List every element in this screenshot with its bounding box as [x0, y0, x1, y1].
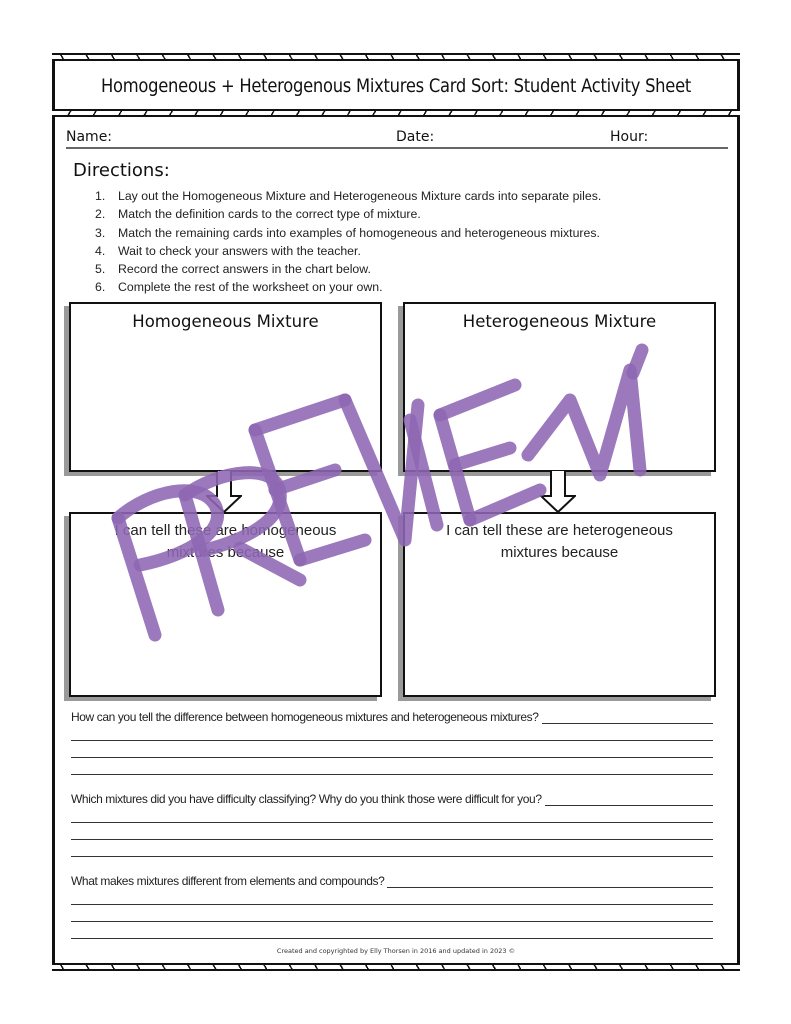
- answer-line[interactable]: [545, 793, 713, 806]
- hour-label: Hour:: [610, 129, 649, 145]
- copyright-footer: Created and copyrighted by Elly Thorsen in 2016 and updated in 2023 ©: [276, 947, 516, 955]
- heterogeneous-reason-prompt: I can tell these are heterogeneous mixtures because: [446, 522, 673, 561]
- direction-item: 5. Record the correct answers in the chart below.: [95, 262, 371, 277]
- heterogeneous-examples-box[interactable]: [403, 302, 716, 472]
- homogeneous-reason-prompt: I can tell these are homogeneous mixtures because: [114, 522, 337, 561]
- bottom-hatch-border: [52, 963, 740, 971]
- direction-item: 2. Match the definition cards to the correct type of mixture.: [95, 207, 421, 222]
- top-hatch-border: [52, 53, 740, 61]
- direction-item: 6. Complete the rest of the worksheet on your own.: [95, 280, 383, 295]
- student-info-row: [66, 129, 728, 149]
- directions-list: [95, 187, 601, 297]
- answer-line[interactable]: [71, 839, 713, 840]
- answer-line[interactable]: [71, 774, 713, 775]
- direction-item: 4. Wait to check your answers with the teacher.: [95, 243, 361, 258]
- directions-heading: Directions:: [73, 160, 170, 181]
- answer-line[interactable]: [71, 856, 713, 857]
- answer-line[interactable]: [71, 822, 713, 823]
- heterogeneous-reason-box[interactable]: [403, 512, 716, 697]
- down-arrow-icon: [540, 470, 576, 514]
- title-hatch-divider: [52, 109, 740, 117]
- homogeneous-examples-box[interactable]: [69, 302, 382, 472]
- question-1: How can you tell the difference between homogeneous mixtures and heterogeneous mixtures?: [71, 710, 713, 724]
- direction-item: 1. Lay out the Homogeneous Mixture and Heterogeneous Mixture cards into separate piles.: [95, 189, 602, 203]
- homogeneous-reason-box[interactable]: [69, 512, 382, 697]
- answer-line[interactable]: [71, 740, 713, 741]
- name-label: Name:: [66, 129, 113, 145]
- down-arrow-icon: [206, 470, 242, 514]
- answer-line[interactable]: [71, 938, 713, 939]
- question-2: Which mixtures did you have difficulty classifying? Why do you think those were difficult for you?: [71, 792, 713, 806]
- answer-line[interactable]: [71, 757, 713, 758]
- question-3: What makes mixtures different from elements and compounds?: [71, 874, 713, 888]
- answer-line[interactable]: [542, 711, 713, 724]
- homogeneous-box-title: Homogeneous Mixture: [132, 312, 319, 331]
- worksheet-title: Homogeneous + Heterogenous Mixtures Card Sort: Student Activity Sheet: [100, 75, 692, 97]
- direction-item: 3. Match the remaining cards into examples of homogeneous and heterogeneous mixtures.: [95, 225, 600, 240]
- date-label: Date:: [396, 129, 435, 145]
- answer-line[interactable]: [71, 921, 713, 922]
- answer-line[interactable]: [71, 904, 713, 905]
- heterogeneous-box-title: Heterogeneous Mixture: [462, 312, 657, 331]
- answer-line[interactable]: [387, 875, 713, 888]
